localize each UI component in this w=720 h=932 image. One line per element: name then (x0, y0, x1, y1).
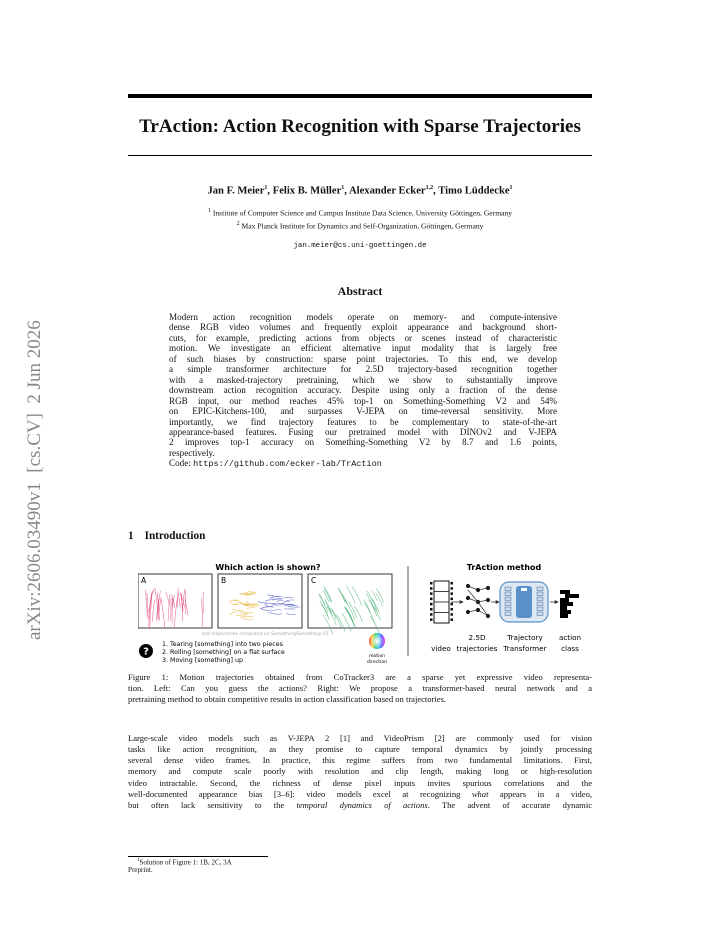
panel-c (308, 574, 392, 636)
figure-caption (128, 672, 592, 705)
code-link[interactable]: https://github.com/ecker-lab/TrAction (193, 459, 382, 470)
title-top-rule (128, 94, 592, 98)
figure-right-title: TrAction method (466, 563, 542, 572)
pipeline-label-video: video (431, 644, 451, 653)
film-hole (430, 618, 433, 621)
film-hole (430, 598, 433, 601)
question-mark: ? (143, 646, 149, 658)
film-hole (451, 592, 454, 595)
graph-node (466, 584, 470, 588)
action-option: 2. Rolling [something] on a flat surface (162, 649, 285, 656)
caption-line: tion. Left: Can you guess the actions? Right: We propose a transformer-based neural network and a (128, 683, 592, 693)
abstract-line: 2 improves top-1 accuracy on Something-Something V2 by 8.7 and 1.6 points, (169, 437, 557, 448)
abstract-line: importantly, we find trajectory features to be complementary to state-of-the-art (169, 416, 557, 427)
panel-label: C (311, 576, 317, 585)
affiliation-text: Max Planck Institute for Dynamics and Self-Organization, Göttingen, Germany (241, 221, 484, 231)
preprint-label: Preprint. (128, 866, 153, 874)
film-hole (451, 582, 454, 585)
graph-node (476, 608, 480, 612)
code-line (169, 458, 557, 469)
pipeline-label-trajectories: 2.5D (468, 633, 486, 642)
token (537, 587, 543, 590)
footnote-text: Solution of Figure 1: 1B, 2C, 3A (139, 858, 232, 867)
author-name: Jan F. Meier (207, 185, 265, 197)
abstract-line: appearance-based features. Fusing our pretrained model with DINOv2 and V-JEPA (169, 426, 557, 437)
token (505, 592, 511, 595)
film-hole (430, 613, 433, 616)
film-hole (430, 582, 433, 585)
author-name: Alexander Ecker (349, 185, 426, 197)
author-email: jan.meier@cs.uni-goettingen.de (293, 242, 427, 250)
panel-label: B (221, 576, 227, 585)
token (505, 612, 511, 615)
intro-line: several dense video frames. In practice, this regime suffers from two fundamental limitations. First, (128, 755, 592, 766)
abstract-line: with a masked-trajectory pretraining, which we show to substantially improve (169, 374, 557, 385)
film-hole (430, 603, 433, 606)
figure-left-title: Which action is shown? (215, 563, 321, 572)
author-name: Felix B. Müller (272, 185, 342, 197)
film-hole (451, 618, 454, 621)
caption-line: Figure 1: Motion trajectories obtained from CoTracker3 are a sparse yet expressive video representa- (128, 672, 592, 682)
caption-label: Figure 1: (128, 672, 169, 682)
title-bottom-rule (128, 155, 592, 156)
abstract-line: of such biases by construction: sparse point trajectories. To this end, we develop (169, 353, 557, 364)
pipeline-label-transformer: Transformer (503, 644, 547, 653)
token (505, 607, 511, 610)
intro-line: memory and compute scale poorly with resolution and clip length, making long or high-resolution (128, 766, 592, 777)
author-list: Jan F. Meier$^1$, Felix B. Müller$^1$, Alexander Ecker$^{1,2}$, Timo Lüddecke$^1$ (207, 185, 513, 197)
film-hole (430, 592, 433, 595)
action-class-icon (560, 590, 579, 618)
abstract-line: downstream action recognition accuracy. Despite using only a fraction of the dense (169, 385, 557, 396)
token (537, 612, 543, 615)
intro-line: tasks like action recognition, as they promise to capture temporal dynamics by jointly processing (128, 744, 592, 755)
abstract-line: respectively. (169, 447, 215, 458)
token (537, 597, 543, 600)
action-option: 3. Moving [something] up (162, 657, 244, 664)
author-affiliation-mark: 1 (509, 185, 513, 191)
graph-node (466, 610, 470, 614)
panel-label: A (141, 576, 147, 585)
author-affiliation-mark: 1 (264, 185, 268, 191)
action-option: 1. Tearing [something] into two pieces (162, 641, 283, 648)
affiliation-mark: 1 (207, 208, 211, 214)
pipeline-label-trajectories: trajectories (456, 644, 498, 653)
section-number: 1 (128, 530, 134, 542)
section-title: Introduction (144, 530, 206, 542)
figure-source-note: real trajectories computed on SomethingSomething V2 (201, 632, 329, 637)
caption-line: pretraining method to obtain competitive results in action classification based on trajectories. (128, 694, 447, 704)
arxiv-identifier (6, 252, 56, 642)
footnote-rule (128, 856, 268, 857)
film-hole (451, 587, 454, 590)
film-hole (430, 608, 433, 611)
panel-a (138, 574, 212, 629)
transformer-icon (500, 582, 548, 622)
abstract-heading: Abstract (337, 284, 383, 298)
motion-direction-label: motion (368, 654, 386, 659)
token (505, 587, 511, 590)
film-hole (430, 587, 433, 590)
abstract-line: RGB input, our method reaches 45% top-1 on Something-Something V2 and 54% (169, 395, 557, 406)
token (537, 592, 543, 595)
paper-title: TrAction: Action Recognition with Sparse Trajectories (139, 116, 581, 137)
affiliation (128, 221, 592, 231)
pipeline-label-transformer: Trajectory (507, 633, 543, 642)
token (537, 602, 543, 605)
affiliation (128, 208, 592, 218)
section-heading (128, 530, 216, 542)
author-affiliation-mark: 1 (341, 185, 345, 191)
trajectory-graph-icon (466, 584, 490, 618)
graph-node (466, 596, 470, 600)
video-frames-icon (430, 581, 453, 623)
code-label: Code: (169, 458, 194, 469)
film-hole (451, 608, 454, 611)
arxiv-identifier-text: arXiv:2606.03490v1 [cs.CV] 2 Jun 2026 (24, 320, 45, 640)
abstract-line: on EPIC-Kitchens-100, and surpasses V-JEPA on time-reversal sensitivity. More (169, 406, 557, 417)
graph-node (476, 588, 480, 592)
token (505, 602, 511, 605)
film-hole (451, 613, 454, 616)
abstract-line: cuts, for example, predicting actions from objects or scenes instead of characteristic (169, 332, 557, 343)
intro-line: but often lack sensitivity to the temporal dynamics of actions. The advent of accurate dynamic (128, 799, 592, 810)
author-affiliation-mark: 1,2 (425, 185, 434, 191)
affiliation-text: Institute of Computer Science and Campus Institute Data Science, University Göttingen, Germany (212, 208, 513, 218)
pipeline-label-action: class (561, 644, 579, 653)
token (537, 607, 543, 610)
figure-1 (138, 560, 598, 670)
intro-line: video intractable. Second, the richness of dense pixel inputs invites spurious correlations and the (128, 777, 592, 788)
abstract-line: motion. We investigate an efficient alternative input modality that is largely free (169, 343, 557, 354)
abstract-line: Modern action recognition models operate on memory- and compute-intensive (169, 312, 557, 322)
graph-node (486, 598, 490, 602)
pipeline-label-action: action (558, 633, 582, 642)
abstract-line: a simple transformer architecture for 2.5D trajectory-based recognition together (169, 364, 557, 375)
affiliation-mark: 2 (236, 221, 240, 227)
film-hole (451, 598, 454, 601)
token (505, 597, 511, 600)
film-hole (451, 603, 454, 606)
author-name: Timo Lüddecke (438, 185, 510, 197)
intro-line: Large-scale video models such as V-JEPA 2 [1] and VideoPrism [2] are commonly used for vision (128, 733, 592, 743)
intro-line: well-documented appearance bias [3–6]: video models excel at recognizing what appears in a video, (128, 788, 592, 799)
abstract-line: dense RGB video volumes and frequently exploit appearance and background short- (169, 322, 557, 333)
footnote-mark: 1 (137, 858, 140, 863)
abstract-body (169, 312, 557, 470)
introduction-body (128, 733, 592, 811)
motion-direction-label: direction (366, 660, 388, 665)
color-wheel-icon (369, 633, 385, 649)
graph-node (486, 586, 490, 590)
panel-b (218, 574, 302, 628)
